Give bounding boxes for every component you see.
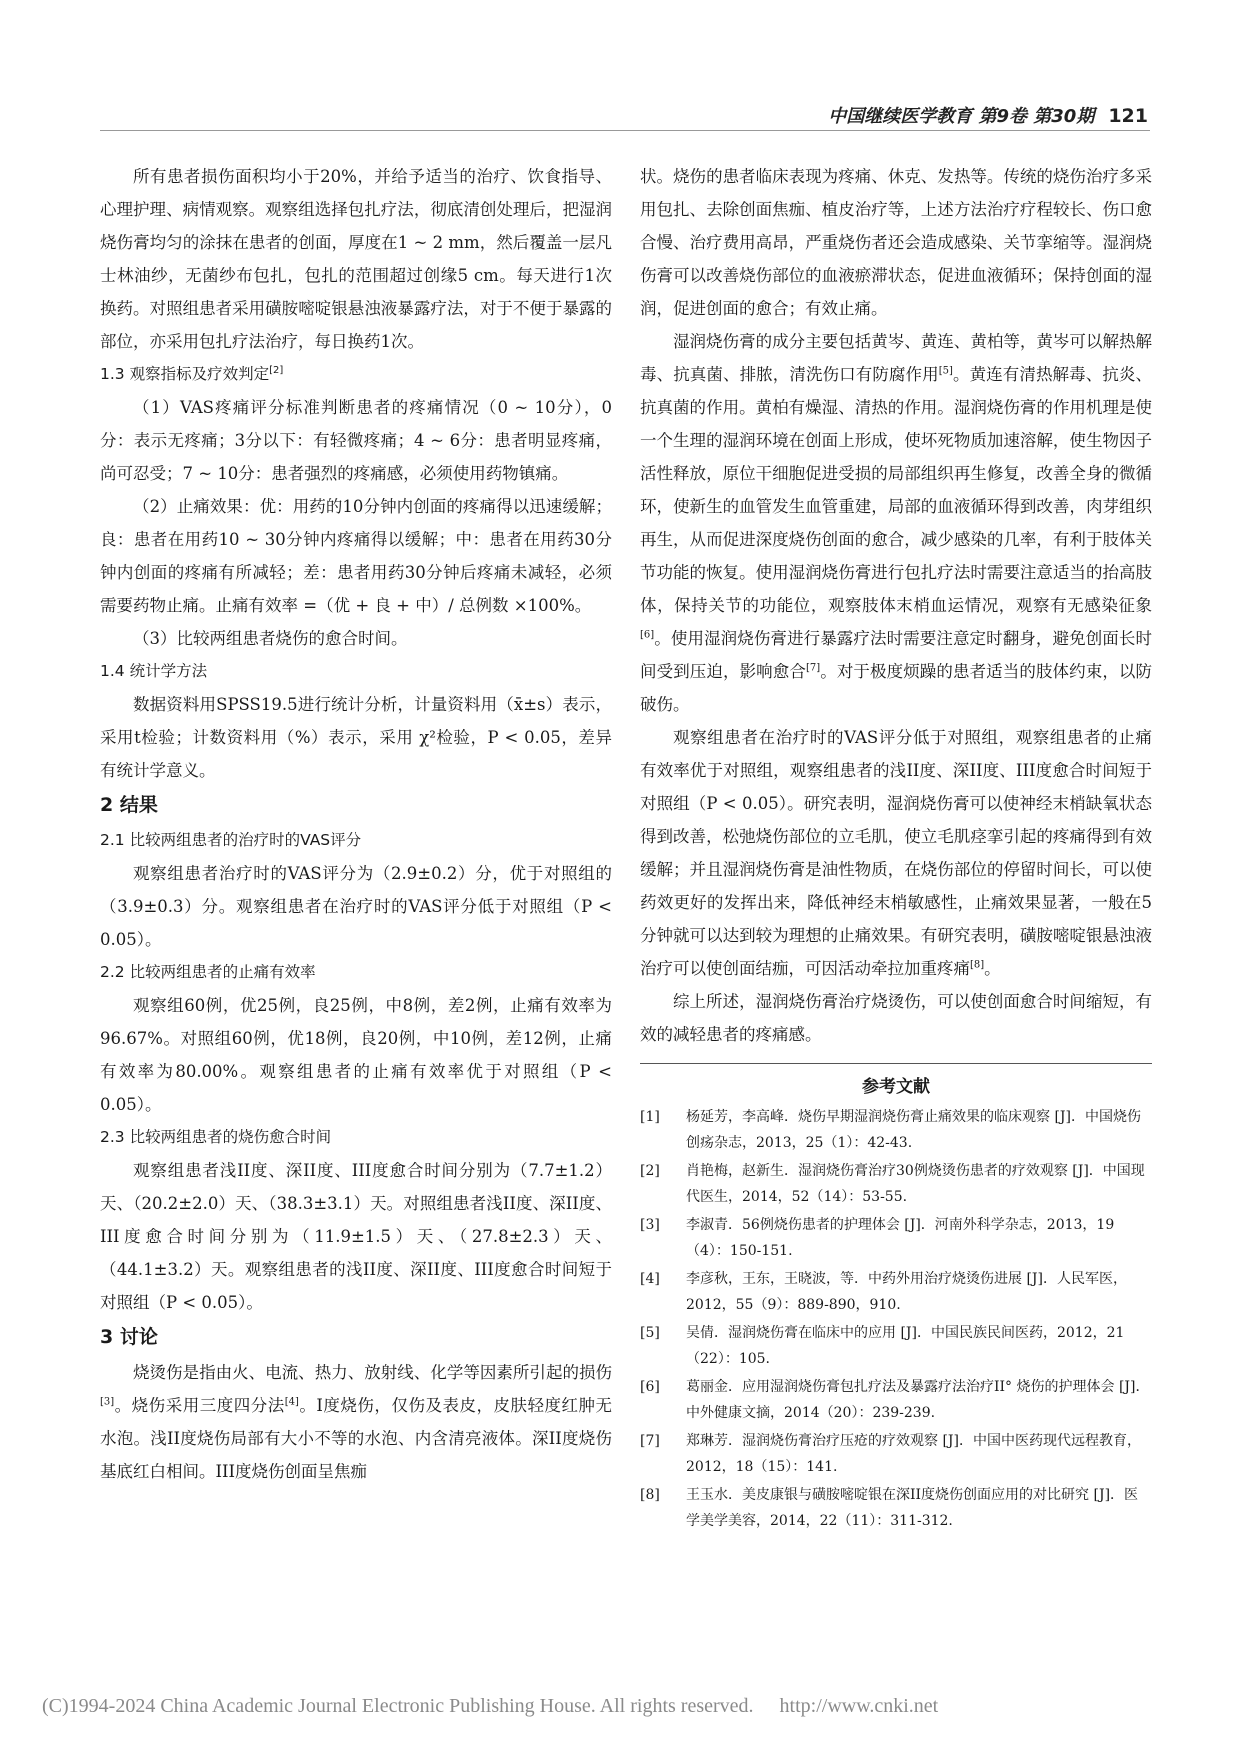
- running-header: [828, 102, 1148, 128]
- citation: [5]: [938, 365, 953, 377]
- references-title: 参考文献: [862, 1077, 930, 1097]
- right-column: [640, 160, 1152, 1536]
- left-column: [100, 160, 612, 1488]
- paragraph: 数据资料用SPSS19.5进行统计分析，计量资料用（x̄±s）表示，采用t检验；计数资料用（%）表示，采用 χ²检验，P < 0.05，差异有统计学意义。: [100, 695, 612, 780]
- section-heading: 2 结果: [100, 794, 158, 816]
- copyright-text: (C)1994-2024 China Academic Journal Electronic Publishing House. All rights reserved.: [42, 1695, 754, 1717]
- paragraph: 状。烧伤的患者临床表现为疼痛、休克、发热等。传统的烧伤治疗多采用包扎、去除创面焦痂、植皮治疗等，上述方法治疗疗程较长、伤口愈合慢、治疗费用高昂，严重烧伤者还会造成感染、关节挛缩等。湿润烧伤膏可以改善烧伤部位的血液瘀滞状态，促进血液循环；保持创面的湿润，促进创面的愈合；有效止痛。: [640, 167, 1152, 318]
- paragraph: （1）VAS疼痛评分标准判断患者的疼痛情况（0 ~ 10分），0分：表示无疼痛；3分以下：有轻微疼痛；4 ~ 6分：患者明显疼痛，尚可忍受；7 ~ 10分：患者强烈的疼痛感，必须使用药物镇痛。: [100, 398, 612, 483]
- subsection-heading: 2.1 比较两组患者的治疗时的VAS评分: [100, 831, 362, 849]
- paragraph: 综上所述，湿润烧伤膏治疗烧烫伤，可以使创面愈合时间缩短，有效的减轻患者的疼痛感。: [640, 992, 1152, 1044]
- reference-list: [640, 1104, 1152, 1534]
- citation: [4]: [284, 1396, 299, 1408]
- paragraph: （2）止痛效果：优：用药的10分钟内创面的疼痛得以迅速缓解；良：患者在用药10 ~ 30分钟内疼痛得以缓解；中：患者在用药30分钟内创面的疼痛有所减轻；差：患者用药30分钟后疼痛未减轻，必须需要药物止痛。止痛有效率 =（优 + 良 + 中）/ 总例数 ×100%。: [100, 497, 612, 615]
- reference-item: [4] 李彦秋，王东，王晓波，等．中药外用治疗烧烫伤进展 [J]．人民军医，2012，55（9）：889-890，910.: [640, 1271, 1127, 1313]
- paragraph: 所有患者损伤面积均小于20%，并给予适当的治疗、饮食指导、心理护理、病情观察。观察组选择包扎疗法，彻底清创处理后，把湿润烧伤膏均匀的涂抹在患者的创面，厚度在1 ~ 2 mm，然后覆盖一层凡士林油纱，无菌纱布包扎，包扎的范围超过创缘5 cm。每天进行1次换药。对照组患者采用磺胺嘧啶银悬浊液暴露疗法，对于不便于暴露的部位，亦采用包扎疗法治疗，每日换药1次。: [100, 167, 612, 351]
- subsection-heading: 2.2 比较两组患者的止痛有效率: [100, 963, 316, 981]
- citation: [2]: [269, 364, 284, 376]
- header-divider: [100, 130, 1150, 131]
- reference-item: [2] 肖艳梅，赵新生．湿润烧伤膏治疗30例烧烫伤患者的疗效观察 [J]．中国现代医生，2014，52（14）：53-55.: [640, 1163, 1145, 1205]
- paragraph: （3）比较两组患者烧伤的愈合时间。: [133, 629, 408, 648]
- paragraph: 观察组患者在治疗时的VAS评分低于对照组，观察组患者的止痛有效率优于对照组，观察组患者的浅II度、深II度、III度愈合时间短于对照组（P < 0.05）。研究表明，湿润烧伤膏可以使神经末梢缺氧状态得到改善，松弛烧伤部位的立毛肌，使立毛肌痉挛引起的疼痛得到有效缓解；并且湿润烧伤膏是油性物质，在烧伤部位的停留时间长，可以使药效更好的发挥出来，降低神经末梢敏感性，止痛效果显著，一般在5分钟就可以达到较为理想的止痛效果。有研究表明，磺胺嘧啶银悬浊液治疗可以使创面结痂，可因活动牵拉加重疼痛[8]。: [640, 728, 1152, 978]
- subsection-heading: 1.3 观察指标及疗效判定[2]: [100, 364, 284, 383]
- copyright-footer: [42, 1695, 938, 1718]
- paragraph: 烧烫伤是指由火、电流、热力、放射线、化学等因素所引起的损伤[3]。烧伤采用三度四分法[4]。I度烧伤，仅伤及表皮，皮肤轻度红肿无水泡。浅II度烧伤局部有大小不等的水泡、内含清亮液体。深II度烧伤基底红白相间。III度烧伤创面呈焦痂: [100, 1363, 612, 1481]
- page-number: 121: [1108, 105, 1148, 127]
- reference-item: [3] 李淑青．56例烧伤患者的护理体会 [J]．河南外科学杂志，2013，19（4）：150-151.: [640, 1217, 1115, 1259]
- reference-item: [7] 郑琳芳．湿润烧伤膏治疗压疮的疗效观察 [J]．中国中医药现代远程教育，2012，18（15）：141.: [640, 1433, 1141, 1475]
- reference-item: [1] 杨延芳，李高峰．烧伤早期湿润烧伤膏止痛效果的临床观察 [J]．中国烧伤创疡杂志，2013，25（1）：42-43.: [640, 1109, 1141, 1151]
- section-heading: 3 讨论: [100, 1326, 158, 1348]
- references-divider: [640, 1063, 1152, 1064]
- subsection-heading: 2.3 比较两组患者的烧伤愈合时间: [100, 1128, 332, 1146]
- footer-link[interactable]: http://www.cnki.net: [779, 1695, 939, 1717]
- reference-item: [5] 吴倩．湿润烧伤膏在临床中的应用 [J]．中国民族民间医药，2012，21（22）：105.: [640, 1325, 1125, 1367]
- citation: [6]: [640, 629, 655, 641]
- reference-item: [8] 王玉水．美皮康银与磺胺嘧啶银在深II度烧伤创面应用的对比研究 [J]．医学美学美容，2014，22（11）：311-312.: [640, 1487, 1139, 1529]
- reference-item: [6] 葛丽金．应用湿润烧伤膏包扎疗法及暴露疗法治疗II° 烧伤的护理体会 [J]．中外健康文摘，2014（20）：239-239.: [640, 1379, 1150, 1421]
- citation: [3]: [100, 1396, 115, 1408]
- journal-title: 中国继续医学教育 第9卷 第30期: [828, 106, 1095, 127]
- paragraph: 观察组60例，优25例，良25例，中8例，差2例，止痛有效率为96.67%。对照组60例，优18例，良20例，中10例，差12例，止痛有效率为80.00%。观察组患者的止痛有效率优于对照组（P < 0.05）。: [100, 996, 612, 1114]
- subsection-heading: 1.4 统计学方法: [100, 662, 208, 680]
- paragraph: 观察组患者浅II度、深II度、III度愈合时间分别为（7.7±1.2）天、（20.2±2.0）天、（38.3±3.1）天。对照组患者浅II度、深II度、III度愈合时间分别为（11.9±1.5）天、（27.8±2.3）天、（44.1±3.2）天。观察组患者的浅II度、深II度、III度愈合时间短于对照组（P < 0.05）。: [100, 1161, 612, 1312]
- paragraph: 湿润烧伤膏的成分主要包括黄岑、黄连、黄柏等，黄岑可以解热解毒、抗真菌、排脓，清洗伤口有防腐作用[5]。黄连有清热解毒、抗炎、抗真菌的作用。黄柏有燥湿、清热的作用。湿润烧伤膏的作用机理是使一个生理的湿润环境在创面上形成，使坏死物质加速溶解，使生物因子活性释放，原位干细胞促进受损的局部组织再生修复，改善全身的微循环，使新生的血管发生血管重建，局部的血液循环得到改善，肉芽组织再生，从而促进深度烧伤创面的愈合，减少感染的几率，有利于肢体关节功能的恢复。使用湿润烧伤膏进行包扎疗法时需要注意适当的抬高肢体，保持关节的功能位，观察肢体末梢血运情况，观察有无感染征象[6]。使用湿润烧伤膏进行暴露疗法时需要注意定时翻身，避免创面长时间受到压迫，影响愈合[7]。对于极度烦躁的患者适当的肢体约束，以防破伤。: [640, 332, 1153, 714]
- citation: [7]: [805, 662, 821, 674]
- paragraph: 观察组患者治疗时的VAS评分为（2.9±0.2）分，优于对照组的（3.9±0.3）分。观察组患者在治疗时的VAS评分低于对照组（P < 0.05）。: [100, 864, 612, 949]
- citation: [8]: [970, 959, 985, 971]
